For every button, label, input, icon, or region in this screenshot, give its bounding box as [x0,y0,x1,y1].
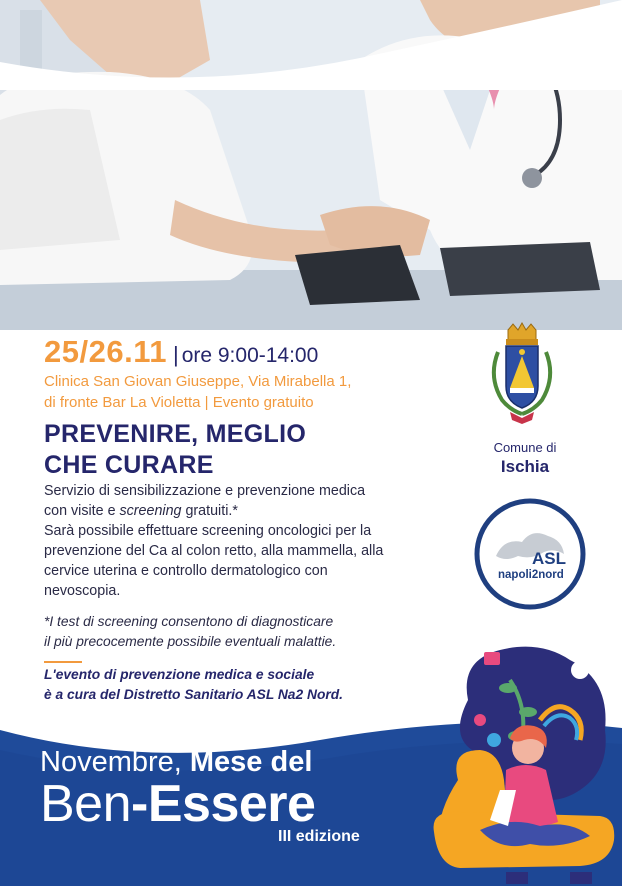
description-p1-end: gratuiti.* [181,503,238,519]
slogan [40,746,316,833]
woman-illustration-icon [420,640,622,886]
credit-line-2: è a cura del Distretto Sanitario ASL Na2 Nord. [44,687,344,702]
comune-name: Ischia [500,457,550,476]
description-p1 [44,481,384,521]
event-venue [44,371,351,413]
comune-logo-text [486,440,564,477]
date-separator: | [172,342,179,367]
hero-wave [0,0,622,90]
slogan-line-2 [40,775,316,833]
headline [44,419,306,481]
slogan-month-title: Mese del [189,746,313,778]
comune-label: Comune di [493,440,557,455]
screening-note [44,612,336,652]
asl-logo-line-1: ASL [532,549,566,568]
hero-photo [0,0,622,330]
headline-line-2: CHE CURARE [44,451,214,479]
credit-line-1: L'evento di prevenzione medica e sociale [44,667,315,682]
event-date-line [44,334,318,370]
organizer-credit [44,665,343,705]
venue-line-1: Clinica San Giovan Giuseppe, Via Mirabella 1, [44,373,352,390]
slogan-month: Novembre, [40,746,190,778]
slogan-ben: Ben [40,775,132,833]
headline-line-1: PREVENIRE, MEGLIO [44,420,307,448]
edition-label: III edizione [278,828,360,845]
venue-line-2: di fronte Bar La Violetta | Evento gratuito [44,394,314,411]
note-line-2: il più precocemente possibile eventuali malattie. [44,634,337,649]
event-time: ore 9:00-14:00 [181,344,319,367]
description-p1-emphasis: screening [119,503,182,519]
note-line-1: *I test di screening consentono di diagnosticare [44,614,334,629]
description [44,481,384,601]
slogan-line-1 [40,746,315,778]
event-date: 25/26.11 [44,334,167,369]
description-p1-text: Servizio di sensibilizzazione e prevenzione medica con visite e [44,483,366,519]
slogan-essere: -Essere [131,775,316,833]
coat-of-arms-icon [480,322,564,432]
divider [44,661,82,663]
asl-logo-icon [474,498,586,610]
description-p2: Sarà possibile effettuare screening oncologici per la prevenzione del Ca al colon retto, alla mammella, alla cervice uterina e controllo dermatologico con nevoscopia. [44,523,384,599]
asl-logo-line-2: napoli2nord [498,569,564,581]
